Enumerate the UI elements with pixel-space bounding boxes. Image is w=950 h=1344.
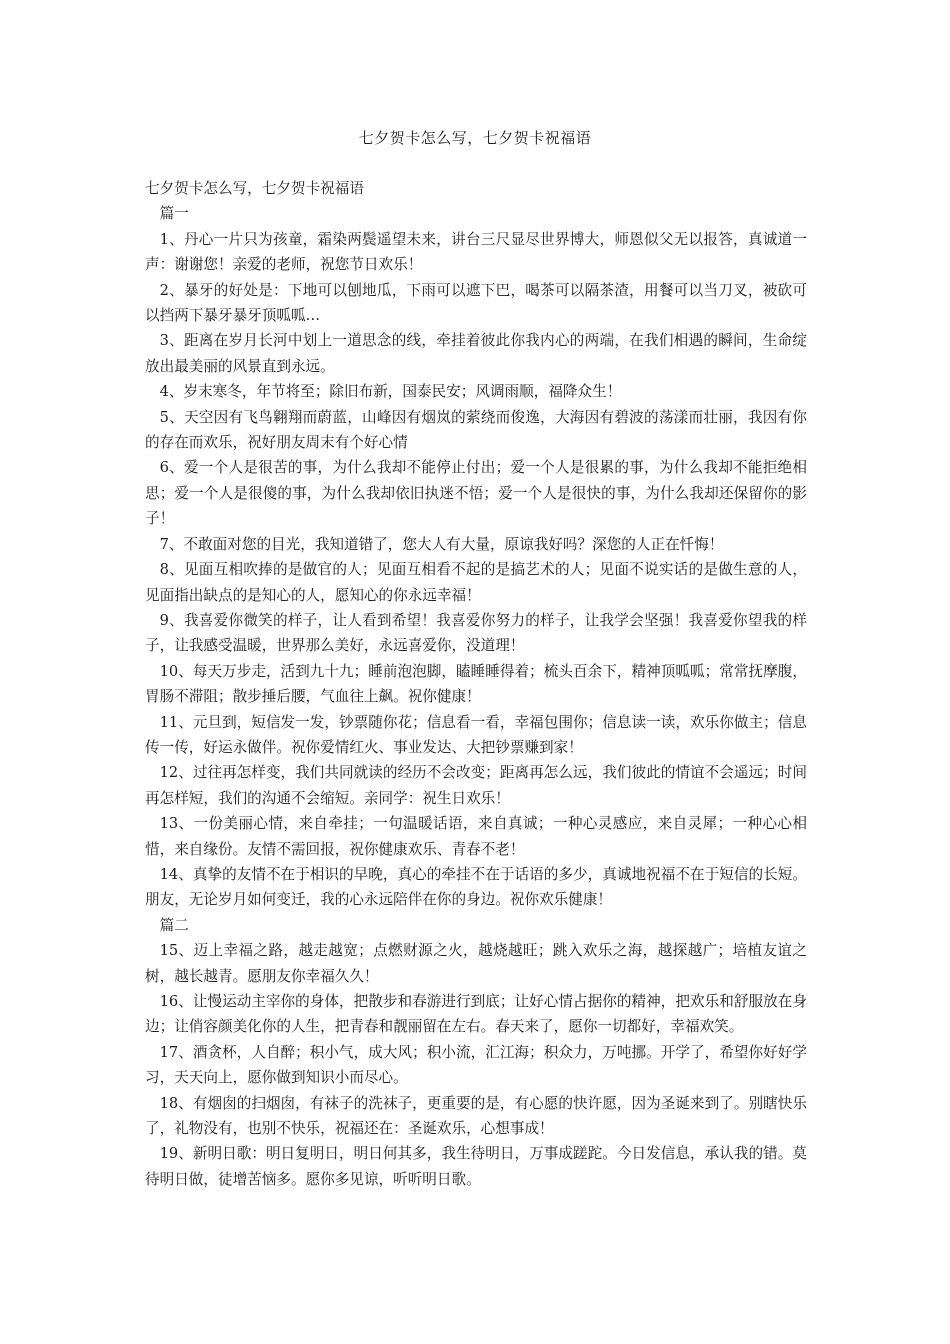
paragraph: 13、一份美丽心情，来自牵挂；一句温暖话语，来自真诚；一种心灵感应，来自灵犀；一种心心相惜，来自缘份。友情不需回报，祝你健康欢乐、青春不老！ xyxy=(145,815,807,858)
document-body xyxy=(145,176,807,1192)
paragraph: 4、岁末寒冬，年节将至；除旧布新，国泰民安；风调雨顺，福降众生！ xyxy=(159,383,622,401)
paragraph: 7、不敢面对您的目光，我知道错了，您大人有大量，原谅我好吗？深您的人正在忏悔！ xyxy=(159,535,724,553)
paragraph: 6、爱一个人是很苦的事，为什么我却不能停止付出；爱一个人是很累的事，为什么我却不能拒绝相思；爱一个人是很傻的事，为什么我却依旧执迷不悟；爱一个人是很快的事，为什么我却还保留你的影子！ xyxy=(145,459,807,528)
paragraph: 19、新明日歌：明日复明日，明日何其多，我生待明日，万事成蹉跎。今日发信息，承认我的错。莫待明日做，徒增苦恼多。愿你多见谅，听听明日歌。 xyxy=(145,1145,807,1188)
paragraph: 3、距离在岁月长河中划上一道思念的线，牵挂着彼此你我内心的两端，在我们相遇的瞬间，生命绽放出最美丽的风景直到永远。 xyxy=(145,332,807,375)
paragraph: 15、迈上幸福之路，越走越宽；点燃财源之火，越烧越旺；跳入欢乐之海，越探越广；培植友谊之树，越长越青。愿朋友你幸福久久！ xyxy=(145,942,807,985)
page-title: 七夕贺卡怎么写，七夕贺卡祝福语 xyxy=(358,129,592,147)
paragraph: 10、每天万步走，活到九十九；睡前泡泡脚，瞌睡睡得着；梳头百余下，精神顶呱呱；常常抚摩腹，胃肠不滞阻；散步捶后腰，气血往上飙。祝你健康！ xyxy=(145,662,807,706)
paragraph: 12、过往再怎样变，我们共同就读的经历不会改变；距离再怎么远，我们彼此的情谊不会遥远；时间再怎样短，我们的沟通不会缩短。亲同学：祝生日欢乐！ xyxy=(145,764,807,807)
paragraph: 16、让慢运动主宰你的身体，把散步和春游进行到底；让好心情占据你的精神，把欢乐和舒服放在身边；让俏容颜美化你的人生，把青春和靓丽留在左右。春天来了，愿你一切都好，幸福欢笑。 xyxy=(145,993,807,1036)
section-label-2: 篇二 xyxy=(159,916,189,934)
section-label-1: 篇一 xyxy=(159,205,189,223)
paragraph: 17、酒贪杯，人自醉；积小气，成大风；积小流，汇江海；积众力，万吨挪。开学了，希望你好好学习，天天向上，愿你做到知识小而尽心。 xyxy=(145,1043,807,1087)
paragraph: 11、元旦到，短信发一发，钞票随你花；信息看一看，幸福包围你；信息读一读，欢乐你做主；信息传一传，好运永做伴。祝你爱情红火、事业发达、大把钞票赚到家！ xyxy=(145,713,807,756)
paragraph: 9、我喜爱你微笑的样子，让人看到希望！我喜爱你努力的样子，让我学会坚强！我喜爱你望我的样子，让我感受温暖，世界那么美好，永远喜爱你，没道理！ xyxy=(145,611,807,655)
paragraph: 8、见面互相吹捧的是做官的人；见面互相看不起的是搞艺术的人；见面不说实话的是做生意的人，见面指出缺点的是知心的人，愿知心的你永远幸福！ xyxy=(145,561,807,604)
paragraph: 1、丹心一片只为孩童，霜染两鬓遥望未来，讲台三尺显尽世界博大，师恩似父无以报答，真诚道一声：谢谢您！亲爱的老师，祝您节日欢乐！ xyxy=(145,230,807,274)
paragraph: 18、有烟囱的扫烟囱，有袜子的洗袜子，更重要的是，有心愿的快许愿，因为圣诞来到了。别瞎快乐了，礼物没有，也别不快乐，祝福还在：圣诞欢乐，心想事成！ xyxy=(145,1094,807,1138)
document-subtitle: 七夕贺卡怎么写，七夕贺卡祝福语 xyxy=(145,180,364,197)
paragraph: 2、暴牙的好处是：下地可以刨地瓜，下雨可以遮下巴，喝茶可以隔茶渣，用餐可以当刀叉，被砍可以挡两下暴牙暴牙顶呱呱… xyxy=(145,281,807,325)
paragraph: 5、天空因有飞鸟翱翔而蔚蓝，山峰因有烟岚的萦绕而俊逸，大海因有碧波的荡漾而壮丽，我因有你的存在而欢乐，祝好朋友周末有个好心情 xyxy=(145,408,807,452)
paragraph: 14、真挚的友情不在于相识的早晚，真心的牵挂不在于话语的多少，真诚地祝福不在于短信的长短。朋友，无论岁月如何变迁，我的心永远陪伴在你的身边。祝你欢乐健康！ xyxy=(145,865,807,909)
